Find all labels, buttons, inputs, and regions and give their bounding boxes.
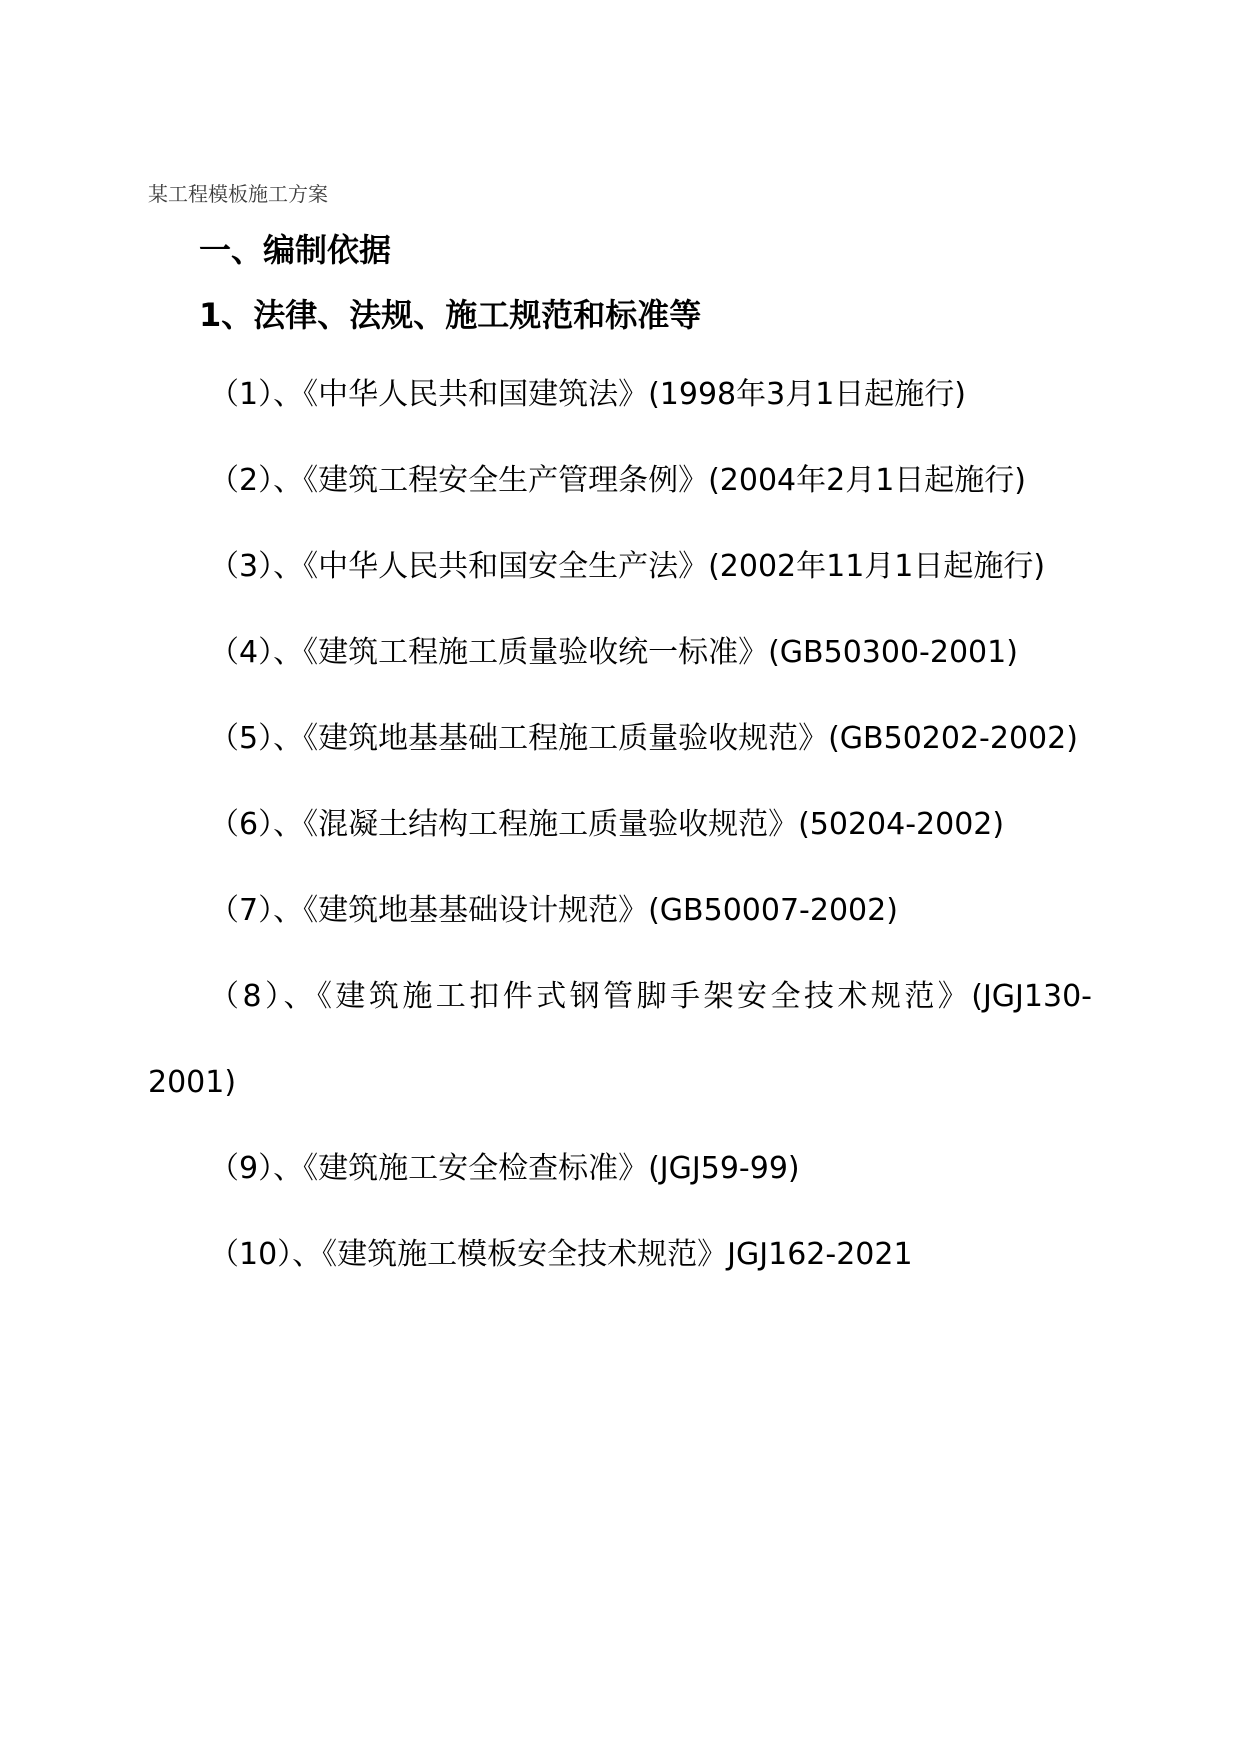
reference-item: （3）、《中华人民共和国安全生产法》(2002年11月1日起施行) [209, 549, 1046, 584]
reference-list [148, 352, 1092, 1298]
reference-item: （10）、《建筑施工模板安全技术规范》JGJ162-2021 [209, 1237, 913, 1272]
reference-item: （1）、《中华人民共和国建筑法》(1998年3月1日起施行) [209, 377, 967, 412]
reference-item: （2）、《建筑工程安全生产管理条例》(2004年2月1日起施行) [209, 463, 1027, 498]
reference-item: （9）、《建筑施工安全检查标准》(JGJ59-99) [209, 1151, 800, 1186]
subsection-heading: 1、法律、法规、施工规范和标准等 [199, 296, 702, 334]
section-heading: 一、编制依据 [199, 231, 392, 269]
reference-item: （4）、《建筑工程施工质量验收统一标准》(GB50300-2001) [209, 635, 1018, 670]
reference-item: （6）、《混凝土结构工程施工质量验收规范》(50204-2002) [209, 807, 1005, 842]
reference-item: （8）、《建筑施工扣件式钢管脚手架安全技术规范》(JGJ130-2001) [148, 979, 1092, 1100]
reference-item: （7）、《建筑地基基础设计规范》(GB50007-2002) [209, 893, 898, 928]
document-title: 某工程模板施工方案 [148, 182, 328, 206]
reference-item: （5）、《建筑地基基础工程施工质量验收规范》(GB50202-2002) [209, 721, 1078, 756]
